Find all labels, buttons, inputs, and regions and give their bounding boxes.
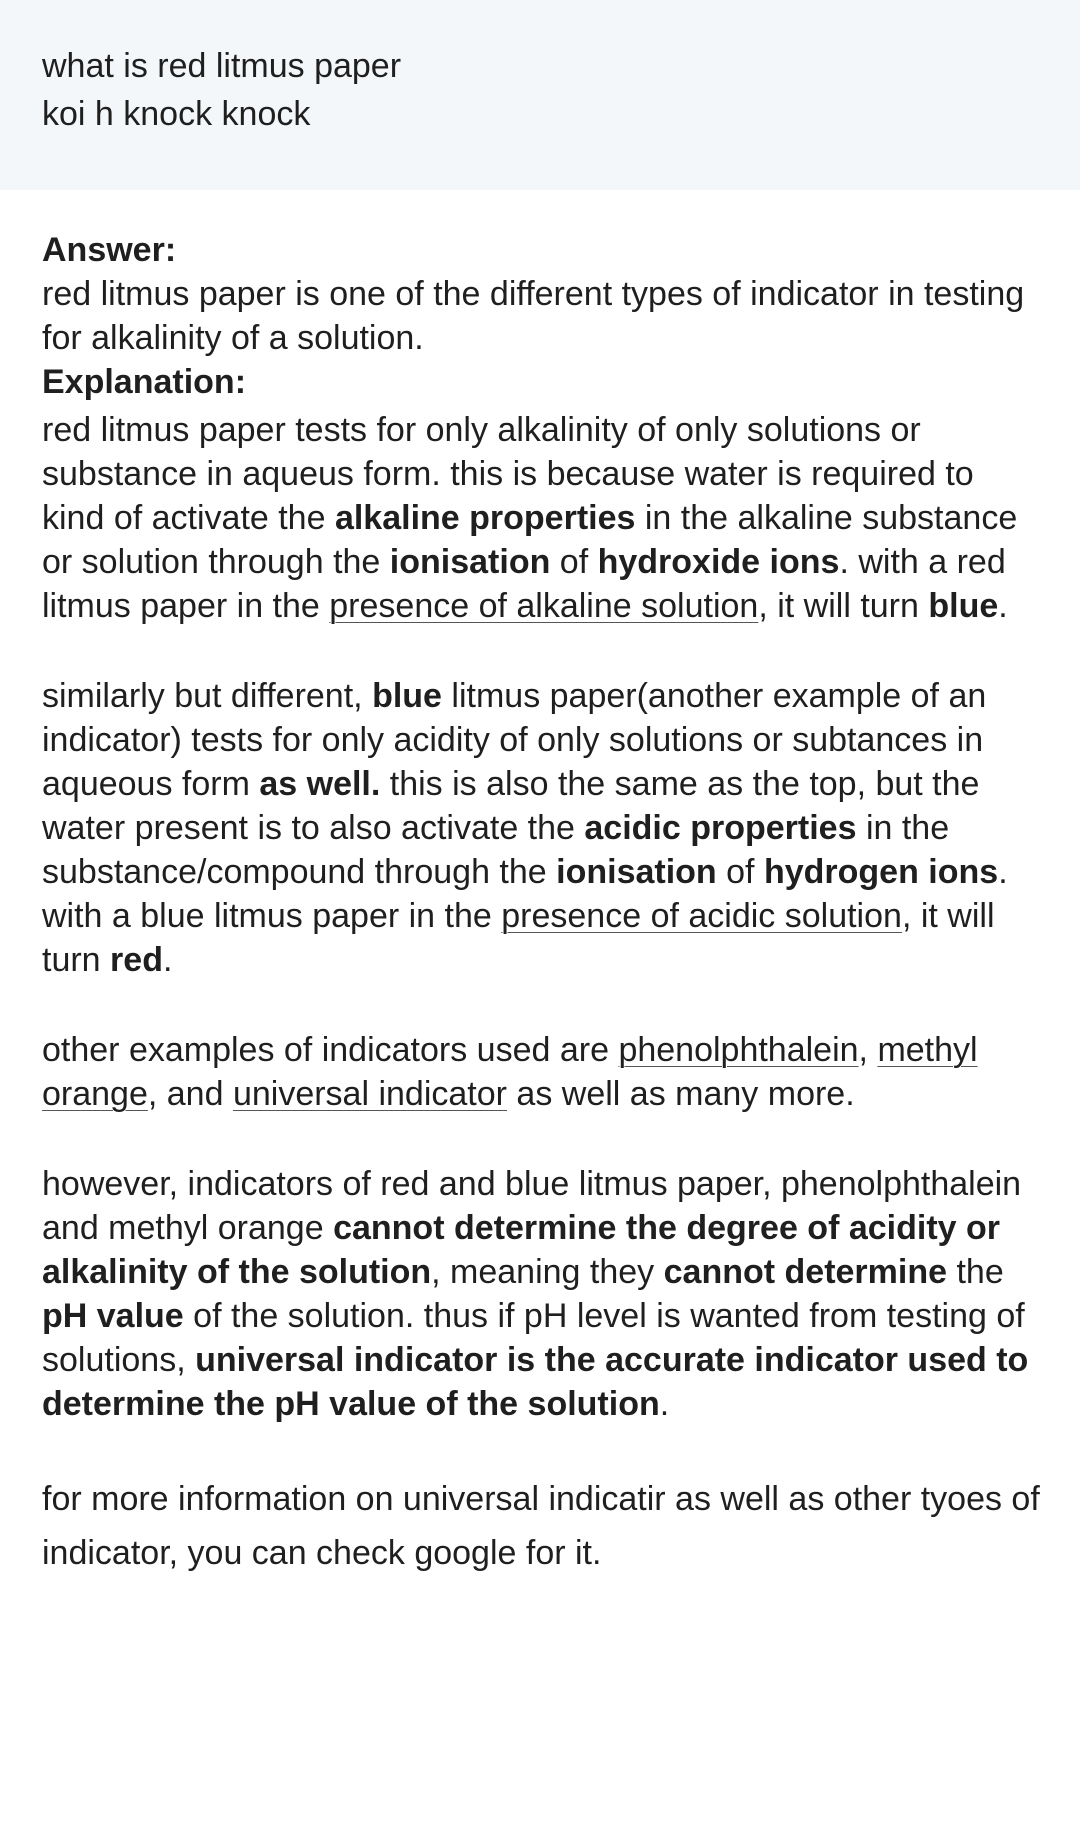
underlined-span: methyl orange xyxy=(42,1031,978,1113)
text-span: red litmus paper tests for only alkalinity of only solutions or substance in aqueus form. this is because water is required to kind of activate the xyxy=(42,411,974,537)
text-span: of xyxy=(716,853,764,891)
underlined-span: phenolphthalein xyxy=(618,1031,859,1069)
text-span: of the solution. thus if pH level is wanted from testing of solutions, xyxy=(42,1297,1025,1379)
bold-span: ionisation xyxy=(556,853,717,891)
text-span: litmus paper(another example of an indicator) tests for only acidity of only solutions or subtances in aqueous form xyxy=(42,677,987,803)
question-panel xyxy=(0,0,1080,190)
text-span: in the alkaline substance or solution through the xyxy=(42,499,1018,581)
text-span: , meaning they xyxy=(431,1253,664,1291)
bold-span: ionisation xyxy=(389,543,551,581)
text-span: of xyxy=(550,543,598,581)
bold-span: pH value xyxy=(42,1297,184,1335)
text-span: for more information on universal indicatir as well as other tyoes of indicator, you can check google for it. xyxy=(42,1480,1040,1572)
text-span: similarly but different, xyxy=(42,677,373,715)
paragraph-more-info xyxy=(42,1472,1042,1580)
text-span: , it will turn xyxy=(758,587,929,625)
bold-span: blue xyxy=(372,677,442,715)
text-span: however, indicators of red and blue litmus paper, phenolphthalein and methyl orange xyxy=(42,1165,1022,1247)
bold-span: universal indicator is the accurate indicator used to determine the pH value of the solution xyxy=(42,1341,1029,1423)
bold-span: blue xyxy=(928,587,999,625)
text-span: , and xyxy=(147,1075,233,1113)
bold-span: as well. xyxy=(259,765,381,803)
text-span: in the substance/compound through the xyxy=(42,809,950,891)
text-span: . xyxy=(998,587,1008,625)
bold-span: hydroxide ions xyxy=(597,543,840,581)
text-span: , it will turn xyxy=(42,897,995,979)
text-span: . with a blue litmus paper in the xyxy=(42,853,1008,935)
underlined-span: presence of acidic solution xyxy=(501,897,902,935)
paragraph-red-litmus xyxy=(42,408,1042,628)
text-span: this is also the same as the top, but the water present is to also activate the xyxy=(42,765,980,847)
bold-span: cannot determine the degree of acidity or alkalinity of the solution xyxy=(42,1209,1000,1291)
bold-span: red xyxy=(110,941,163,979)
paragraph-other-indicators xyxy=(42,1028,1042,1116)
question-line-2: koi h knock knock xyxy=(42,95,311,133)
text-span: other examples of indicators used are xyxy=(42,1031,619,1069)
answer-heading: Answer: xyxy=(42,231,177,269)
question-line-1: what is red litmus paper xyxy=(42,47,402,85)
paragraph-ph-value xyxy=(42,1162,1042,1426)
answer-text: red litmus paper is one of the different types of indicator in testing for alkalinity of a solution. xyxy=(42,275,1025,357)
text-span: . xyxy=(659,1385,670,1423)
answer-body xyxy=(42,228,1042,1580)
bold-span: cannot determine xyxy=(663,1253,948,1291)
underlined-span: universal indicator xyxy=(232,1075,507,1113)
text-span: . xyxy=(162,941,173,979)
text-span: , xyxy=(858,1031,878,1069)
bold-span: alkaline properties xyxy=(334,499,636,537)
text-span: as well as many more. xyxy=(506,1075,855,1113)
text-span: the xyxy=(947,1253,1004,1291)
underlined-span: presence of alkaline solution xyxy=(329,587,759,625)
bold-span: hydrogen ions xyxy=(763,853,999,891)
text-span: . with a red litmus paper in the xyxy=(42,543,1006,625)
paragraph-blue-litmus xyxy=(42,674,1042,982)
explanation-heading: Explanation: xyxy=(42,363,247,401)
bold-span: acidic properties xyxy=(584,809,857,847)
